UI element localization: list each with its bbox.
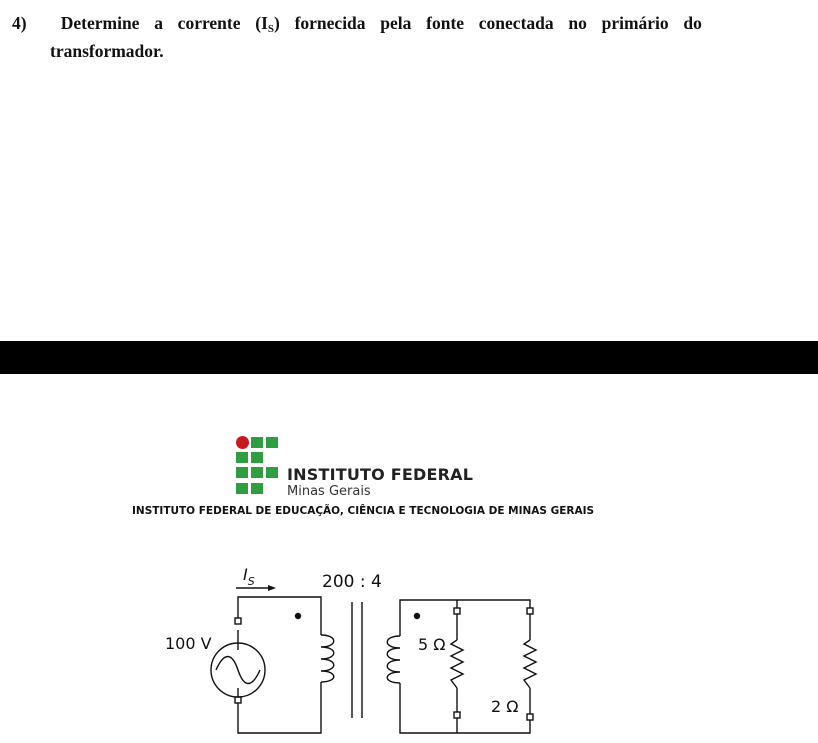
word: primário xyxy=(601,13,669,33)
resistor-5-ohm-label: 5 Ω xyxy=(418,635,446,654)
black-divider-band xyxy=(0,341,818,374)
secondary-wire xyxy=(400,600,530,636)
word: a xyxy=(154,13,163,33)
question-line-1 xyxy=(12,12,702,40)
current-arrowhead xyxy=(268,585,276,591)
secondary-coil xyxy=(387,636,400,683)
source-voltage-label: 100 V xyxy=(165,634,212,653)
primary-wire xyxy=(238,597,321,635)
word: pela xyxy=(380,13,412,33)
question-text xyxy=(12,12,702,62)
primary-coil xyxy=(321,635,334,682)
logo-red-dot xyxy=(236,436,249,449)
resistor-2-ohm-label: 2 Ω xyxy=(491,697,519,716)
terminal xyxy=(527,608,533,614)
logo-title: INSTITUTO FEDERAL xyxy=(287,465,474,484)
word: fonte xyxy=(426,13,465,33)
primary-wire xyxy=(238,682,321,733)
logo-square xyxy=(251,483,263,494)
polarity-dot-primary xyxy=(295,613,301,619)
terminal xyxy=(527,714,533,720)
word: fornecida xyxy=(294,13,366,33)
sine-wave xyxy=(216,657,260,684)
logo-square xyxy=(266,437,278,448)
current-label: $I_S$ xyxy=(243,565,255,588)
logo-square xyxy=(251,452,263,463)
resistor-5-ohm-icon xyxy=(451,640,463,688)
turns-ratio-label: 200 : 4 xyxy=(322,572,382,592)
terminal xyxy=(235,697,241,703)
logo-square xyxy=(251,467,263,478)
resistor-2-ohm-icon xyxy=(524,640,536,688)
polarity-dot-secondary xyxy=(414,613,420,619)
institute-name: INSTITUTO FEDERAL DE EDUCAÇÃO, CIÊNCIA E TECNOLOGIA DE MINAS GERAIS xyxy=(132,505,595,517)
logo-square xyxy=(251,437,263,448)
word: Determine xyxy=(60,13,140,33)
terminal xyxy=(235,618,241,624)
logo-square xyxy=(236,483,248,494)
logo-subtitle: Minas Gerais xyxy=(287,484,371,499)
terminal xyxy=(454,712,460,718)
transformer-circuit-diagram xyxy=(0,540,818,743)
logo-square xyxy=(266,467,278,478)
word: do xyxy=(683,13,702,33)
question-line-2: transformador. xyxy=(50,41,164,61)
terminal xyxy=(454,608,460,614)
word: conectada xyxy=(478,13,554,33)
current-symbol: $(I_S)$ xyxy=(255,13,280,35)
question-number: 4) xyxy=(12,13,27,33)
word: corrente xyxy=(177,13,241,33)
word: no xyxy=(568,13,587,33)
logo-square xyxy=(236,452,248,463)
logo-square xyxy=(236,467,248,478)
